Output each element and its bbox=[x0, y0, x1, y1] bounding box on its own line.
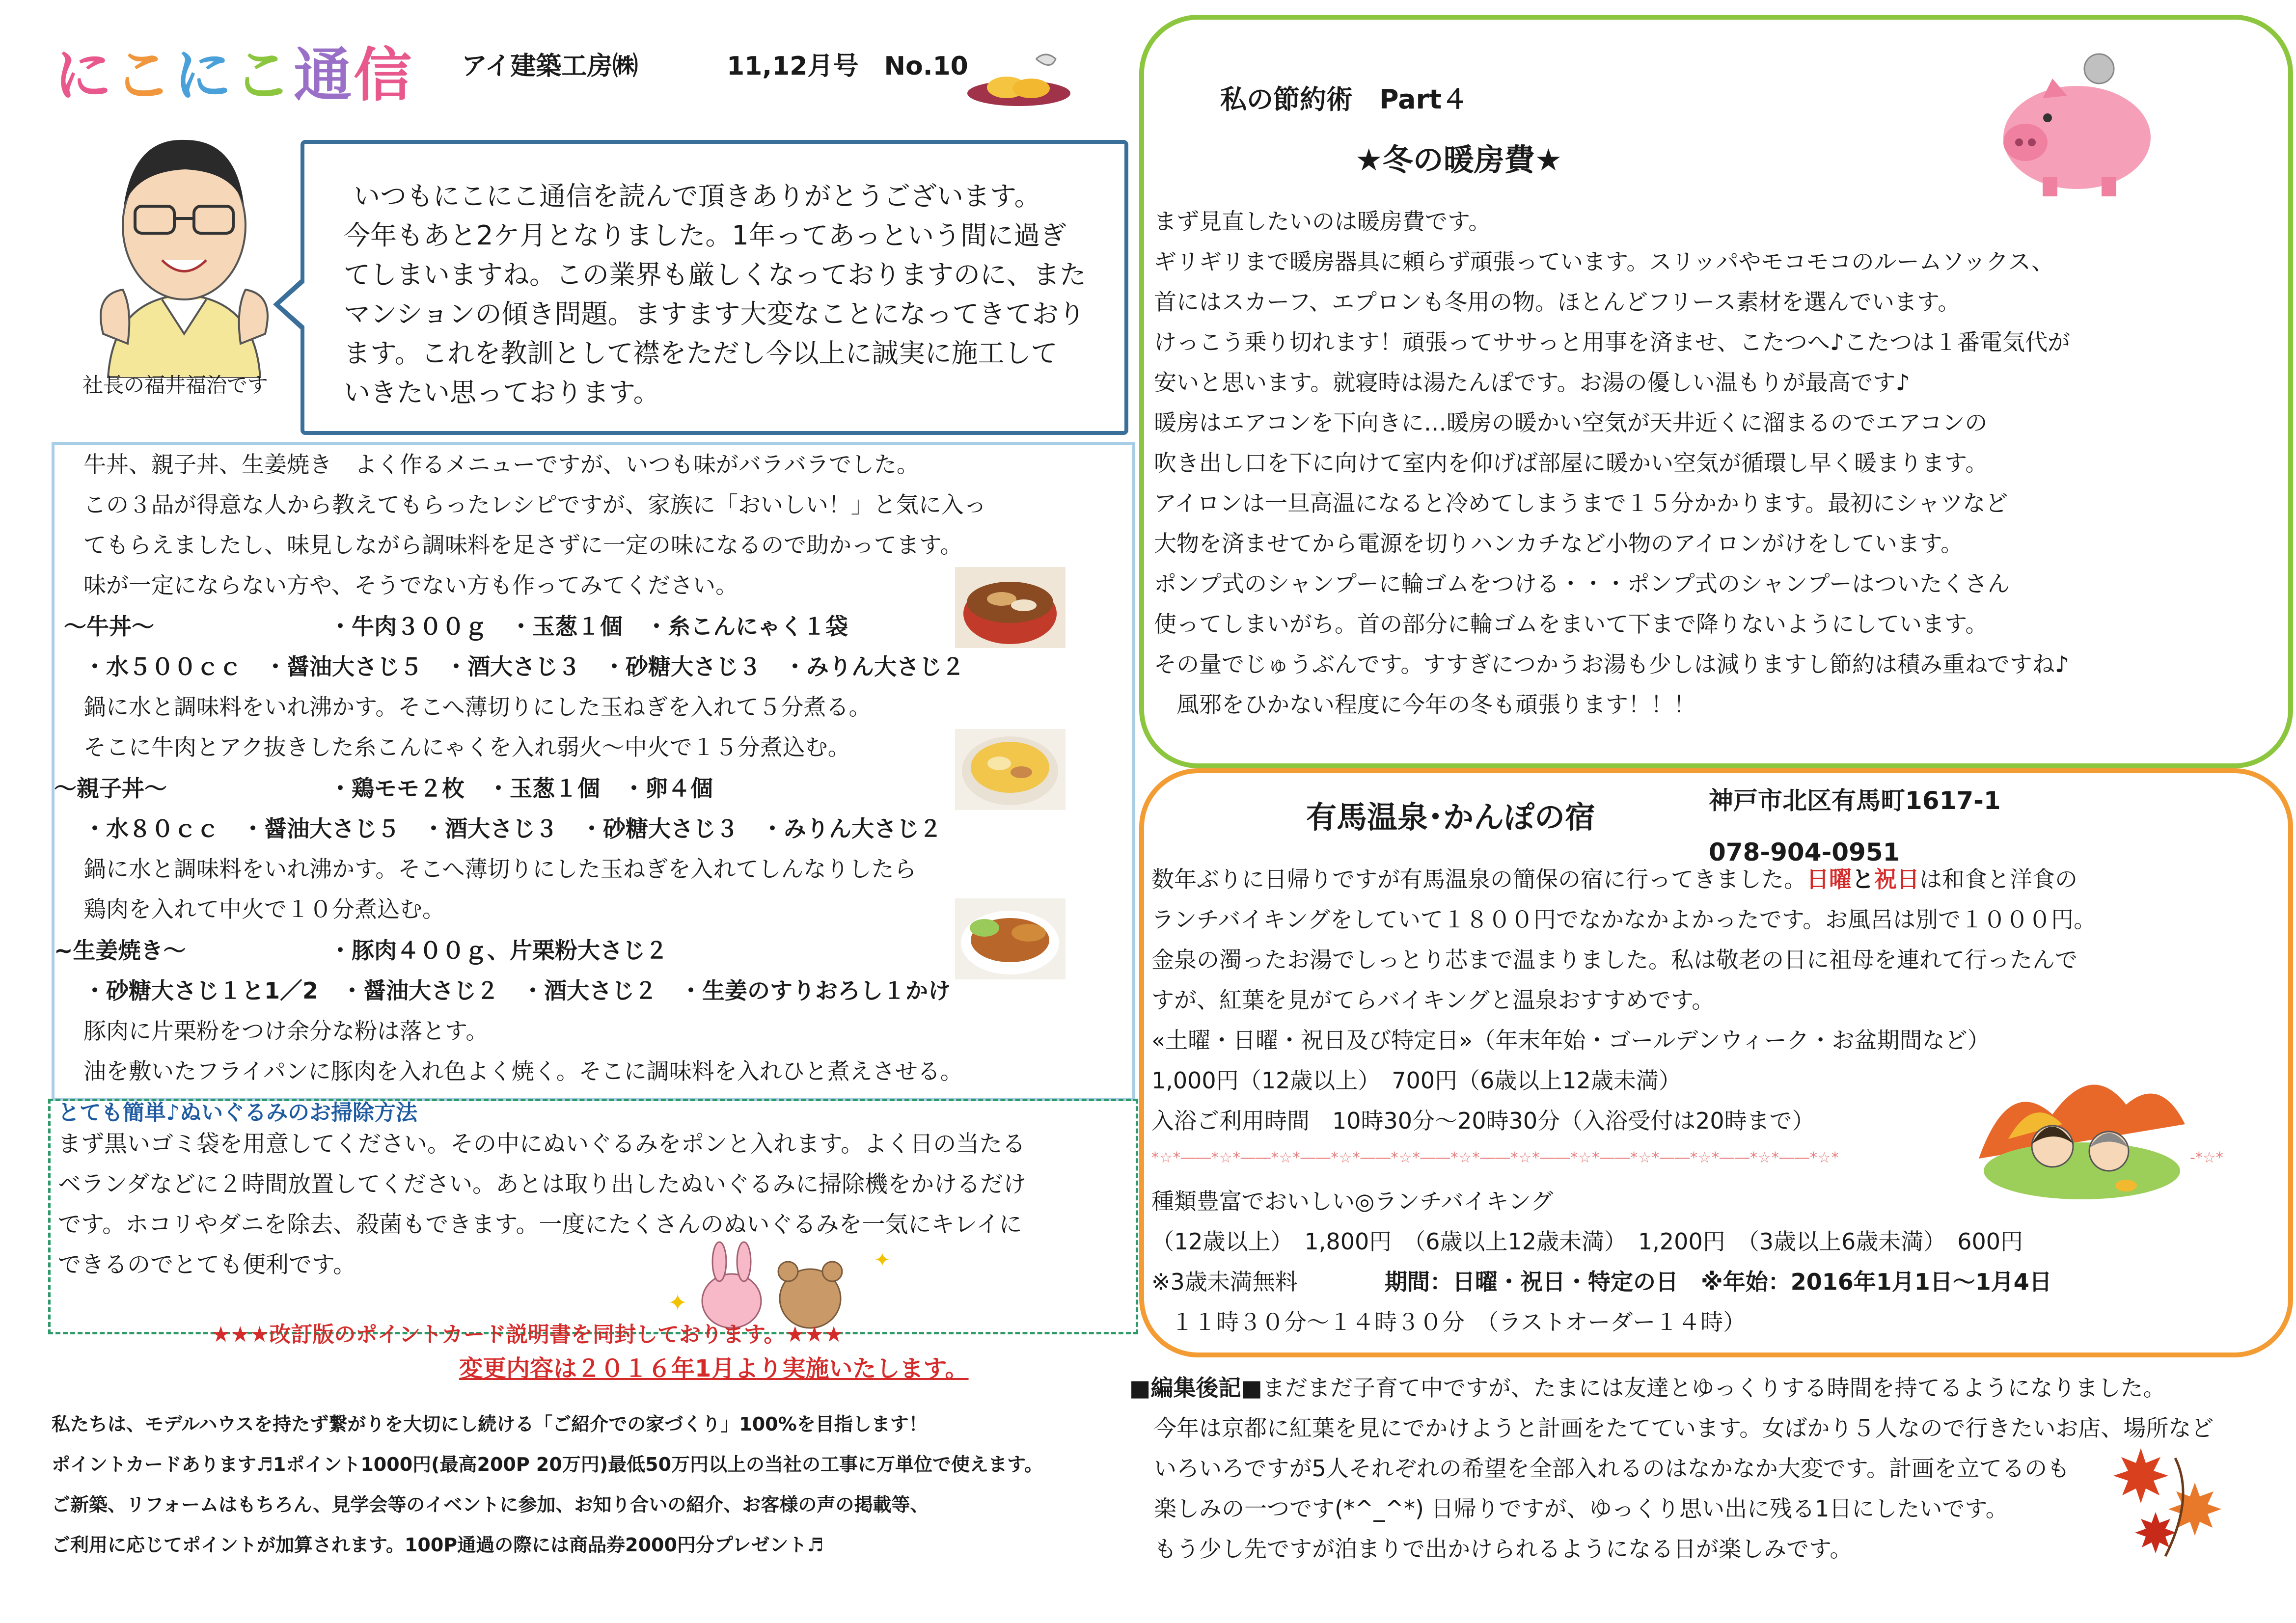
oyakodon-step: 鶏肉を入れて中火で１０分煮込む。 bbox=[83, 896, 445, 922]
recipe-intro-line: 味が一定にならない方や、そうでない方も作ってみてください。 bbox=[83, 572, 738, 598]
onsen-title: 有馬温泉･かんぽの宿 bbox=[1306, 799, 1596, 835]
svg-text:✦: ✦ bbox=[874, 1249, 891, 1271]
cleaning-line: できるのでとても便利です。 bbox=[58, 1251, 356, 1278]
onsen-intro-end: は和食と洋食の bbox=[1919, 866, 2077, 893]
greeting-line: マンションの傾き問題。ますます大変なことになってきており bbox=[344, 298, 1085, 329]
recipe-intro-line: 牛丼、親子丼、生姜焼き よく作るメニューですが、いつも味がバラバラでした。 bbox=[83, 451, 919, 478]
logo-char: に bbox=[54, 41, 114, 109]
shogayaki-seasonings: ・砂糖大さじ１と1／2 ・醤油大さじ２ ・酒大さじ２ ・生姜のすりおろし１かけ bbox=[83, 977, 951, 1004]
saving-line: 風邪をひかない程度に今年の冬も頑張ります！！！ bbox=[1154, 691, 1696, 718]
free-note: ※3歳未満無料 bbox=[1151, 1269, 1298, 1295]
sunday-highlight: 日曜 bbox=[1806, 866, 1852, 893]
holiday-highlight: 祝日 bbox=[1874, 866, 1919, 893]
oyakodon-ingredients: ・鶏モモ２枚 ・玉葱１個 ・卵４個 bbox=[329, 775, 713, 802]
star-divider: *☆*――*☆*――*☆*――*☆*――*☆*――*☆*――*☆*――*☆*――*☆*――*☆*――*☆*――*☆* bbox=[1151, 1149, 1839, 1166]
saving-line: けっこう乗り切れます！頑張ってササっと用事を済ませ、こたつへ♪こたつは１番電気代が bbox=[1154, 329, 2071, 355]
greeting-line: てしまいますね。この業界も厳しくなっておりますのに、また bbox=[344, 259, 1086, 290]
speech-bubble-tail-fill bbox=[280, 282, 305, 327]
buffet-prices: （12歳以上） 1,800円 （6歳以上12歳未満） 1,200円 （3歳以上6歳未満） 600円 bbox=[1151, 1228, 2023, 1255]
shogayaki-photo bbox=[955, 898, 1066, 979]
logo-char: こ bbox=[114, 41, 174, 109]
onsen-address: 神戸市北区有馬町1617-1 bbox=[1709, 786, 2001, 815]
onsen-line: 金泉の濁ったお湯でしっとり芯まで温まりました。私は敬老の日に祖母を連れて行ったんで bbox=[1151, 947, 2077, 973]
newsletter-logo bbox=[54, 28, 413, 112]
saving-line: アイロンは一旦高温になると冷めてしまうまで１５分かかります。最初にシャツなど bbox=[1154, 490, 2008, 516]
oyakodon-photo bbox=[955, 729, 1066, 810]
buffet-hours: １１時３０分～１４時３０分 （ラストオーダー１４時） bbox=[1171, 1309, 1746, 1335]
editor-line: 楽しみの一つです(*^_^*) 日帰りですが、ゆっくり思い出に残る1日にしたいです。 bbox=[1154, 1495, 2008, 1522]
logo-char: 信 bbox=[354, 41, 414, 109]
saving-line: ギリギリまで暖房器具に頼らず頑張っています。スリッパやモコモコのルームソックス、 bbox=[1154, 248, 2054, 275]
editor-first-line: まだまだ子育て中ですが、たまには友達とゆっくりする時間を持てるようになりました。 bbox=[1262, 1375, 2166, 1401]
saving-line: 使ってしまいがち。首の部分に輪ゴムをまいて下まで降りないようにしています。 bbox=[1154, 611, 1988, 637]
saving-title: 私の節約術 Part４ bbox=[1220, 84, 1469, 115]
onsen-line: ランチバイキングをしていて１８００円でなかなかよかったです。お風呂は別で１０００円。 bbox=[1151, 906, 2097, 933]
onsen-line: すが、紅葉を見がてらバイキングと温泉おすすめです。 bbox=[1151, 987, 1715, 1013]
pointcard-line: ご新築、リフォームはもちろん、見学会等のイベントに参加、お知り合いの紹介、お客様の声の掲載等、 bbox=[52, 1494, 929, 1515]
gyudon-step: 鍋に水と調味料をいれ沸かす。そこへ薄切りにした玉ねぎを入れて５分煮る。 bbox=[83, 694, 872, 720]
buffet-title: 種類豊富でおいしい◎ランチバイキング bbox=[1151, 1188, 1553, 1215]
shogayaki-step: 油を敷いたフライパンに豚肉を入れ色よく焼く。そこに調味料を入れひと煮えさせる。 bbox=[83, 1058, 963, 1084]
onsen-line bbox=[1151, 859, 2077, 899]
saving-line: 暖房はエアコンを下向きに…暖房の暖かい空気が天井近くに溜まるのでエアコンの bbox=[1154, 409, 1988, 436]
gyudon-title: ～牛丼～ bbox=[64, 613, 154, 640]
cleaning-line: まず黒いゴミ袋を用意してください。その中にぬいぐるみをポンと入れます。よく日の当たる bbox=[58, 1131, 1026, 1158]
editor-label: ■編集後記■ bbox=[1129, 1375, 1262, 1401]
gyudon-photo bbox=[955, 567, 1066, 648]
shogayaki-ingredients: ・豚肉４００ｇ、片栗粉大さじ２ bbox=[329, 937, 668, 964]
recipe-intro-line: てもらえましたし、味見しながら調味料を足さずに一定の味になるので助かってます。 bbox=[83, 532, 963, 558]
saving-line: 安いと思います。就寝時は湯たんぽです。お湯の優しい温もりが最高です♪ bbox=[1154, 369, 1910, 396]
saving-line: 吹き出し口を下に向けて室内を仰げば部屋に暖かい空気が循環し早く暖まります。 bbox=[1154, 450, 1988, 476]
cleaning-line: です。ホコリやダニを除去、殺菌もできます。一度にたくさんのぬいぐるみを一気にキレイに bbox=[58, 1211, 1022, 1238]
pointcard-line: ポイントカードあります♬1ポイント1000円(最高200P 20万円)最低50万円以上の当社の工事に万単位で使えます。 bbox=[52, 1454, 1043, 1475]
saving-line: まず見直したいのは暖房費です。 bbox=[1154, 208, 1491, 235]
greeting-line: ます。これを教訓として襟をただし今以上に誠実に施工して bbox=[344, 338, 1058, 369]
star-divider-right: -*☆* bbox=[2190, 1149, 2223, 1166]
editor-line: いろいろですが5人それぞれの希望を全部入れるのはなかなか大変です。計画を立てるのも bbox=[1154, 1455, 2070, 1482]
saving-line: その量でじゅうぶんです。すすぎにつかうお湯も少しは減りますし節約は積み重ねですね♪ bbox=[1154, 651, 2070, 677]
onsen-phone: 078-904-0951 bbox=[1709, 838, 1900, 866]
gyudon-step: そこに牛肉とアク抜きした糸こんにゃくを入れ弱火～中火で１５分煮込む。 bbox=[83, 734, 850, 760]
editor-line: 今年は京都に紅葉を見にでかけようと計画をたてています。女ばかり５人なので行きたいお店、場所など bbox=[1154, 1415, 2214, 1441]
editor-line: もう少し先ですが泊まりで出かけられるようになる日が楽しみです。 bbox=[1154, 1536, 1853, 1562]
greeting-line: 今年もあと2ケ月となりました。1年ってあっという間に過ぎ bbox=[344, 220, 1067, 251]
svg-text:✦: ✦ bbox=[668, 1289, 688, 1317]
logo-char: 通 bbox=[294, 41, 354, 109]
and-connector: と bbox=[1852, 866, 1874, 893]
company-name: アイ建築工房㈱ bbox=[462, 52, 638, 81]
saving-subtitle: ★冬の暖房費★ bbox=[1355, 142, 1562, 178]
editor-line bbox=[1129, 1368, 2165, 1408]
onsen-line: «土曜・日曜・祝日及び特定日»（年末年始・ゴールデンウィーク・お盆期間など） bbox=[1151, 1027, 1990, 1054]
cleaning-line: ベランダなどに２時間放置してください。あとは取り出したぬいぐるみに掃除機をかけるだけ bbox=[58, 1171, 1027, 1198]
saving-line: 大物を済ませてから電源を切りハンカチなど小物のアイロンがけをしています。 bbox=[1154, 530, 1964, 557]
onsen-intro: 数年ぶりに日帰りですが有馬温泉の簡保の宿に行ってきました。 bbox=[1151, 866, 1806, 893]
pointcard-notice: ★★★改訂版のポイントカード説明書を同封しております。★★★ bbox=[211, 1322, 844, 1347]
onsen-line: 1,000円（12歳以上） 700円（6歳以上12歳未満） bbox=[1151, 1067, 1681, 1094]
logo-char: こ bbox=[234, 41, 294, 109]
issue-number: 11,12月号 No.10 bbox=[727, 52, 968, 81]
greeting-line: いつもにこにこ通信を読んで頂きありがとうございます。 bbox=[354, 181, 1041, 212]
oyakodon-step: 鍋に水と調味料をいれ沸かす。そこへ薄切りにした玉ねぎを入れてしんなりしたら bbox=[83, 856, 917, 882]
autumn-onsen-illustration bbox=[1979, 1060, 2185, 1203]
oyakodon-title: ～親子丼～ bbox=[54, 775, 167, 802]
recipe-intro-line: この３品が得意な人から教えてもらったレシピですが、家族に「おいしい！」と気に入っ bbox=[83, 491, 986, 518]
onsen-line: 入浴ご利用時間 10時30分～20時30分（入浴受付は20時まで） bbox=[1151, 1108, 1815, 1134]
greeting-line: いきたい思っております。 bbox=[344, 377, 660, 408]
gyudon-seasonings: ・水５００ｃｃ ・醤油大さじ５ ・酒大さじ３ ・砂糖大さじ３ ・みりん大さじ２ bbox=[83, 653, 964, 680]
buffet-period: 期間：日曜・祝日・特定の日 ※年始：2016年1月1日～1月4日 bbox=[1385, 1269, 2052, 1295]
saving-line: 首にはスカーフ、エプロンも冬用の物。ほとんどフリース素材を選んでいます。 bbox=[1154, 289, 1961, 315]
piggy-bank-illustration bbox=[1989, 44, 2165, 201]
shogayaki-title: ~生姜焼き～ bbox=[54, 937, 186, 964]
maple-leaves-illustration bbox=[2111, 1438, 2239, 1561]
oyakodon-seasonings: ・水８０ｃｃ ・醤油大さじ５ ・酒大さじ３ ・砂糖大さじ３ ・みりん大さじ２ bbox=[83, 815, 942, 842]
gyudon-ingredients: ・牛肉３００ｇ ・玉葱１個 ・糸こんにゃく１袋 bbox=[329, 613, 848, 640]
pointcard-change-notice: 変更内容は２０１６年1月より実施いたします。 bbox=[459, 1355, 969, 1382]
president-illustration bbox=[88, 123, 280, 378]
saving-line: ポンプ式のシャンプーに輪ゴムをつける・・・ポンプ式のシャンプーはついたくさん bbox=[1154, 570, 2010, 597]
shogayaki-step: 豚肉に片栗粉をつけ余分な粉は落とす。 bbox=[83, 1018, 489, 1044]
sweet-potato-illustration bbox=[962, 49, 1075, 113]
president-caption: 社長の福井福治です bbox=[82, 373, 269, 397]
cleaning-title: とても簡単♪ぬいぐるみのお掃除方法 bbox=[58, 1100, 418, 1125]
logo-char: に bbox=[174, 41, 234, 109]
pointcard-line: 私たちは、モデルハウスを持たず繋がりを大切にし続ける「ご紹介での家づくり」100%を目指します！ bbox=[52, 1413, 928, 1435]
pointcard-line: ご利用に応じてポイントが加算されます。100P通過の際には商品券2000円分プレゼント♬ bbox=[52, 1534, 824, 1556]
